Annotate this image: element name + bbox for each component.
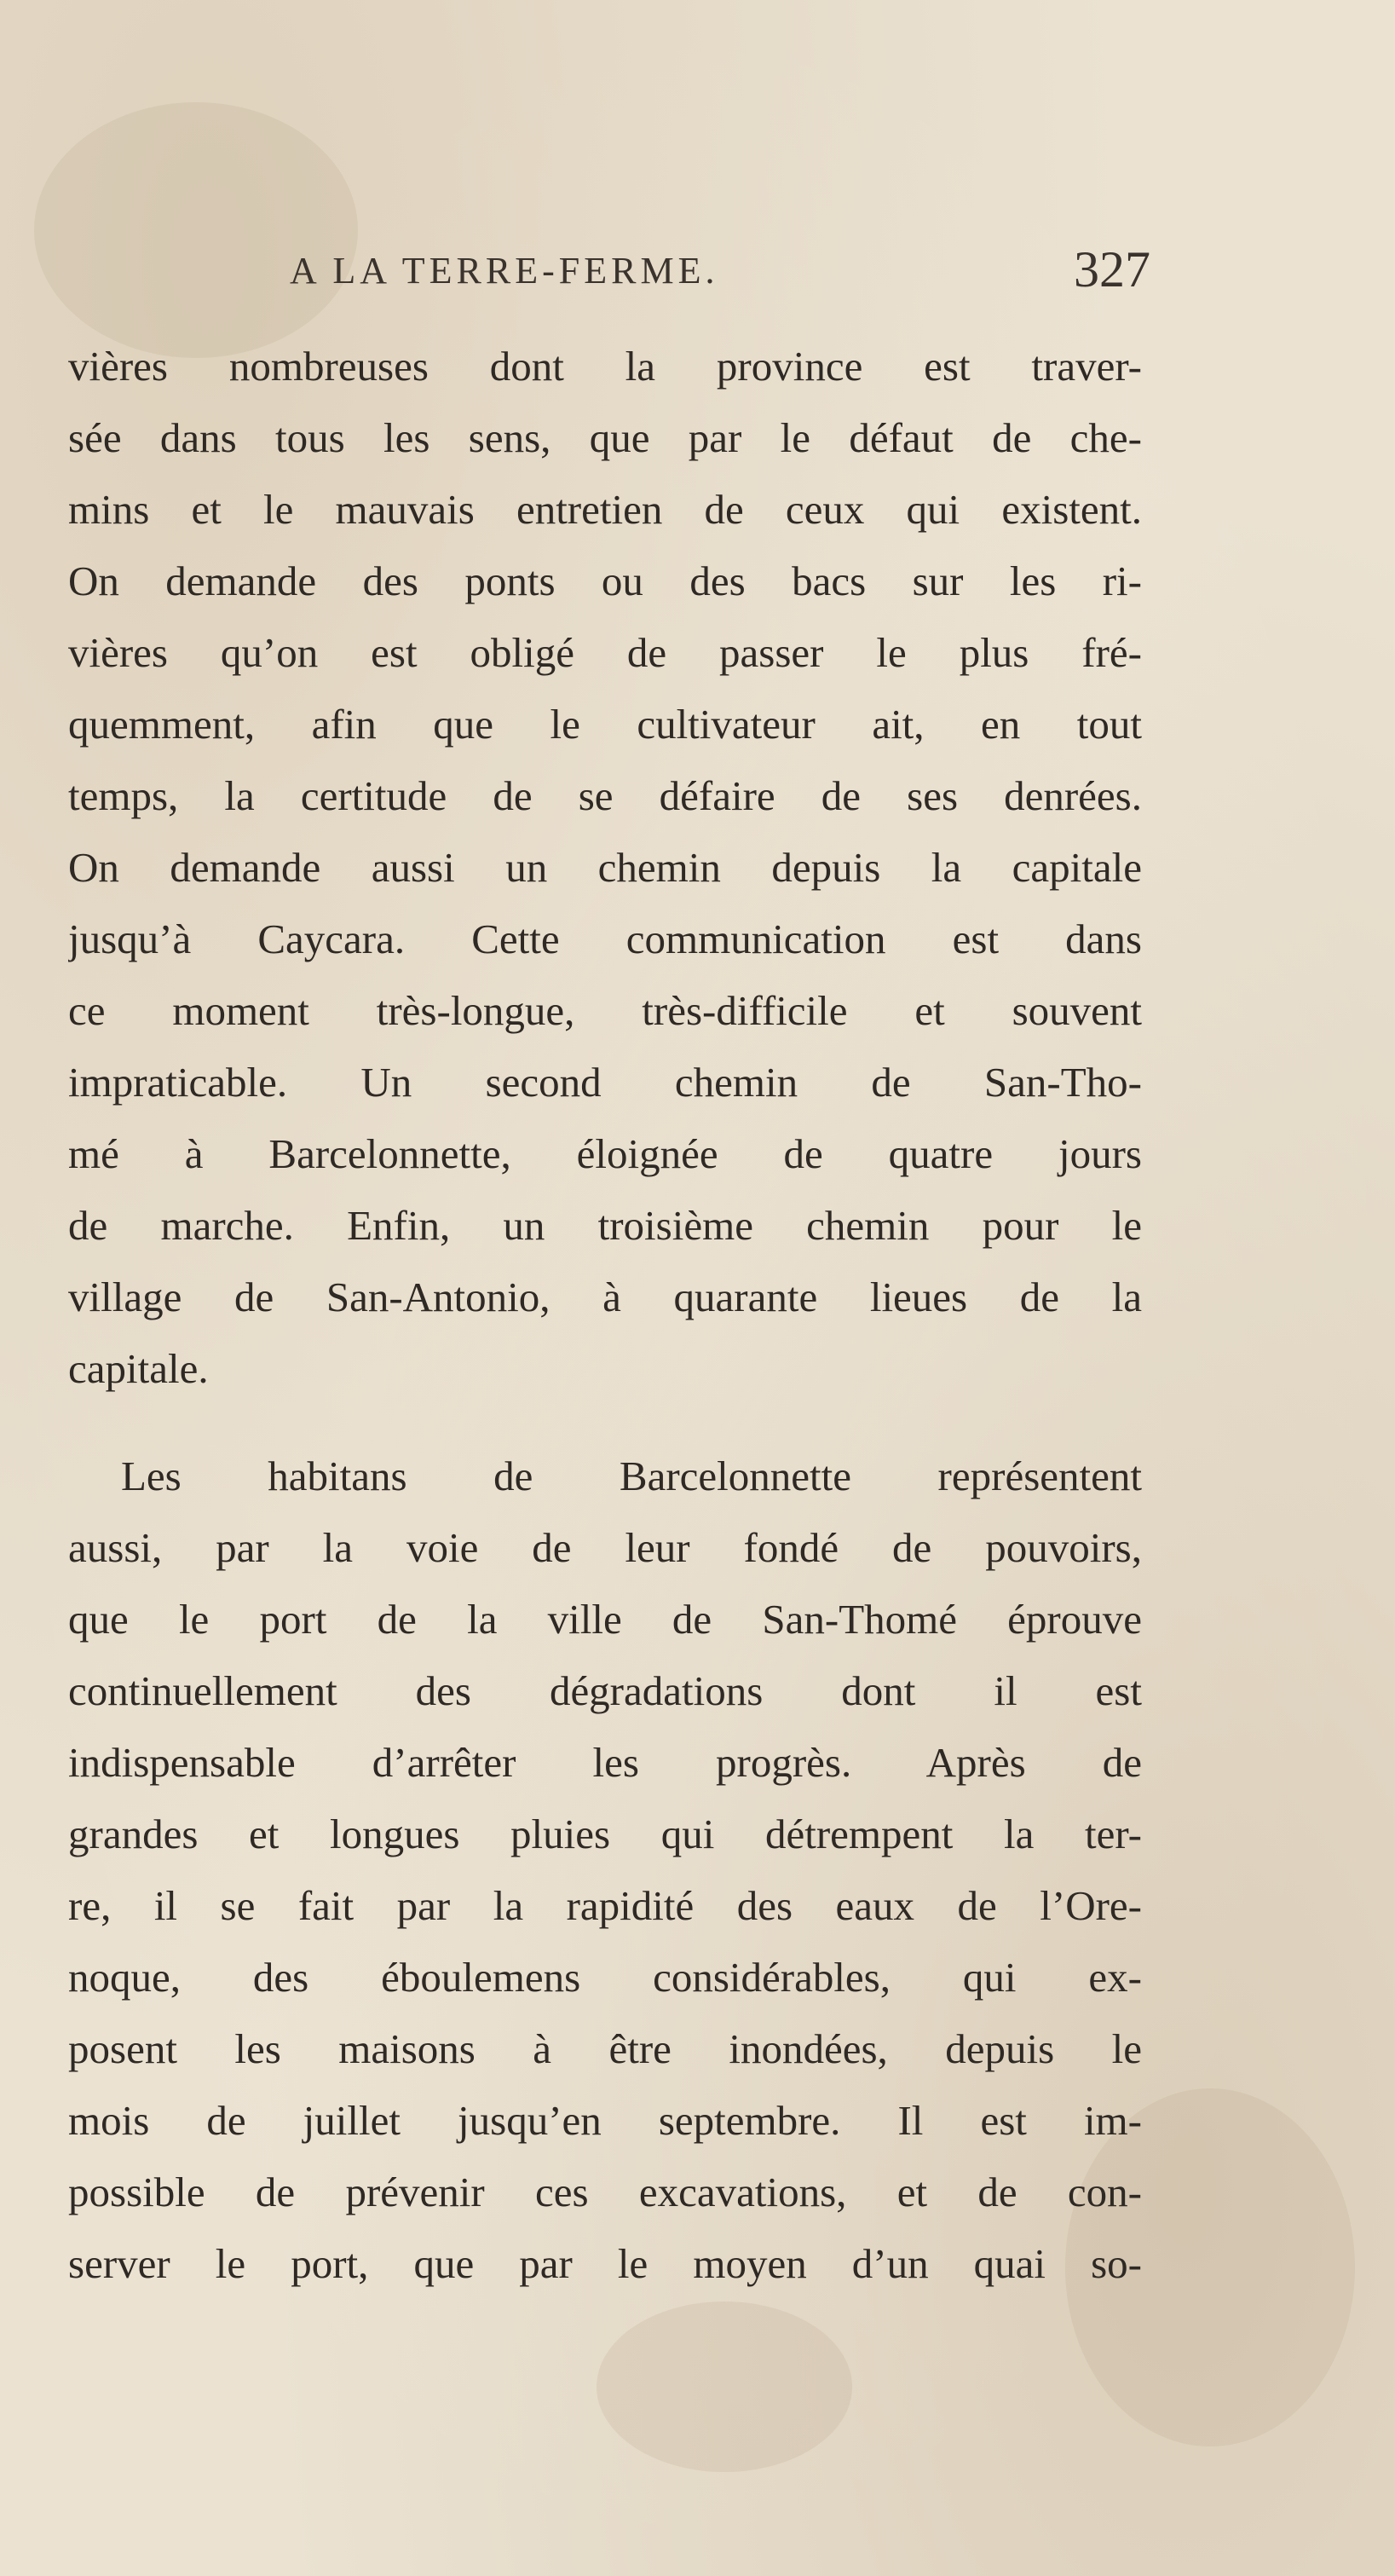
text-line: que le port de la ville de San-Thomé éprouve <box>68 1596 1142 1643</box>
text-line: capitale. <box>68 1345 209 1392</box>
text-line: jusqu’à Caycara. Cette communication est dans <box>68 915 1142 962</box>
text-line: server le port, que par le moyen d’un quai so- <box>68 2240 1142 2287</box>
text-line: mois de juillet jusqu’en septembre. Il est im- <box>68 2097 1142 2144</box>
page-header <box>290 240 1150 317</box>
text-line: On demande des ponts ou des bacs sur les ri- <box>68 557 1142 604</box>
text-line: de marche. Enfin, un troisième chemin pour le <box>68 1202 1142 1249</box>
paper-stain <box>597 2302 852 2472</box>
paragraph <box>68 1441 1142 2300</box>
text-line: noque, des éboulemens considérables, qui ex- <box>68 1954 1142 2001</box>
text-line: impraticable. Un second chemin de San-Tho- <box>68 1059 1142 1106</box>
running-title: A LA TERRE-FERME. <box>290 250 719 292</box>
text-line: posent les maisons à être inondées, depuis le <box>68 2025 1142 2072</box>
text-line: ce moment très-longue, très-difficile et souvent <box>68 987 1142 1034</box>
text-line: aussi, par la voie de leur fondé de pouvoirs, <box>68 1524 1142 1571</box>
text-line: village de San-Antonio, à quarante lieues de la <box>68 1274 1142 1320</box>
paragraph <box>68 331 1142 1405</box>
paper-stain <box>34 102 358 358</box>
text-line: indispensable d’arrêter les progrès. Après de <box>68 1739 1142 1786</box>
page-number: 327 <box>1074 241 1150 297</box>
text-line: On demande aussi un chemin depuis la capitale <box>68 844 1142 891</box>
text-line: mé à Barcelonnette, éloignée de quatre jours <box>68 1130 1142 1177</box>
text-line: possible de prévenir ces excavations, et de con- <box>68 2169 1142 2215</box>
text-line: quemment, afin que le cultivateur ait, en tout <box>68 701 1142 748</box>
text-line: Les habitans de Barcelonnette représentent <box>121 1453 1142 1499</box>
text-line: sée dans tous les sens, que par le défaut de che- <box>68 414 1142 461</box>
text-line: vières qu’on est obligé de passer le plus fré- <box>68 629 1142 676</box>
text-line: temps, la certitude de se défaire de ses denrées. <box>68 772 1142 819</box>
text-line: re, il se fait par la rapidité des eaux de l’Ore- <box>68 1882 1142 1929</box>
text-line: mins et le mauvais entretien de ceux qui existent. <box>68 486 1142 533</box>
paragraph-gap <box>68 1405 1142 1441</box>
text-line: continuellement des dégradations dont il est <box>68 1667 1142 1714</box>
body-text <box>68 331 1142 2300</box>
text-line: vières nombreuses dont la province est traver- <box>68 343 1142 390</box>
text-line: grandes et longues pluies qui détrempent la ter- <box>68 1811 1142 1857</box>
